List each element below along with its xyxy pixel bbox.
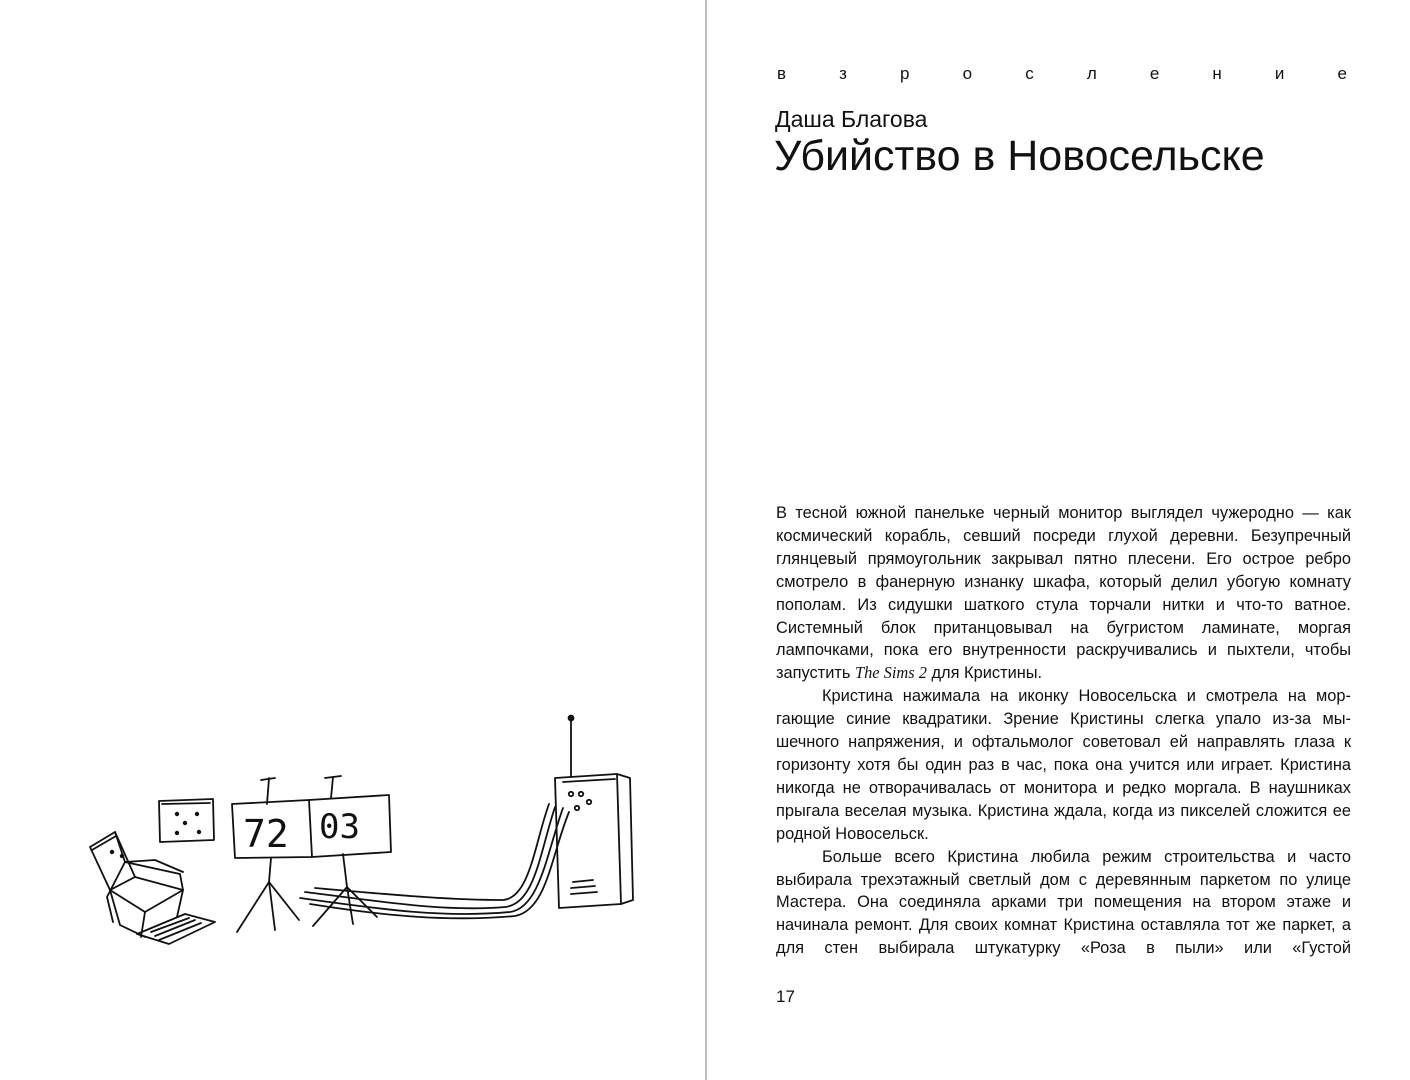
section-letter: р: [900, 64, 910, 83]
section-letter: в: [777, 64, 787, 83]
paragraph: Больше всего Кристина любила режим строительства и часто выбирала трехэтажный светлый дом с деревянным паркетом по улице Мастера. Она соединяла арками три помещения на втором этаже и начинала ремонт. Для своих комнат Кристина оставляла тот же паркет, а для стен выбирала штукатурку «Роза в пыли» или «Густой: [776, 847, 1351, 958]
scoreboard-left-digits: 72: [243, 812, 289, 856]
paper-sheet-drawing: [137, 914, 215, 944]
section-label: [777, 64, 1347, 84]
paragraph: Кристина нажимала на иконку Новосельска и смотрела на моргающие синие квадратики. Зрение Кристины слегка упало из-за мышечного напряжения, и офтальмолог советовал ей направлять глаза к горизонту хотя бы один раз в час, пока она учится или играет. Кристина никогда не отворачивалась от монитора и редко моргала. В наушниках прыгала веселая музыка. Кристина ждала, когда из пикселей сложится ее родной Новосельск.: [776, 687, 1351, 843]
chapter-title: Убийство в Новосельске: [774, 132, 1265, 180]
section-letter: с: [1025, 64, 1034, 83]
page-number: 17: [776, 987, 795, 1006]
section-letter: е: [1337, 64, 1347, 83]
section-letter: н: [1212, 64, 1222, 83]
section-letter: и: [1274, 64, 1285, 83]
hand-drawn-illustration: [85, 712, 645, 952]
author-name: Даша Благова: [775, 106, 928, 132]
computer-tower-drawing: [555, 716, 633, 909]
paragraph: [776, 502, 1351, 685]
right-page: [707, 0, 1410, 1080]
scoreboard-right-digits: 03: [319, 807, 360, 847]
body-text: [776, 502, 1351, 960]
section-letter: о: [962, 64, 973, 83]
paragraph-text: для Кристины.: [926, 664, 1043, 683]
section-letter: е: [1149, 64, 1160, 83]
section-letter: л: [1086, 64, 1097, 83]
game-title: The Sims 2: [854, 663, 927, 683]
paragraph-text: В тесной южной панельке черный монитор выглядел чужеродно — как космический корабль, севший посреди глухой деревни. Безупречный глянцевый прямоугольник закрывал пятно плесени. Его острое ребро смотрело в фанерную изнанку шкафа, который делил убогую комнату пополам. Из сидушки шаткого стула торчали нитки и что-то ватное. Системный блок пританцовывал на бугристом ламинате, моргая лампочками, пока его внутренности раскручивались и пыхтели, чтобы запустить: [776, 504, 1351, 683]
section-letter: з: [839, 64, 847, 83]
wall-frame-drawing: [159, 799, 214, 842]
